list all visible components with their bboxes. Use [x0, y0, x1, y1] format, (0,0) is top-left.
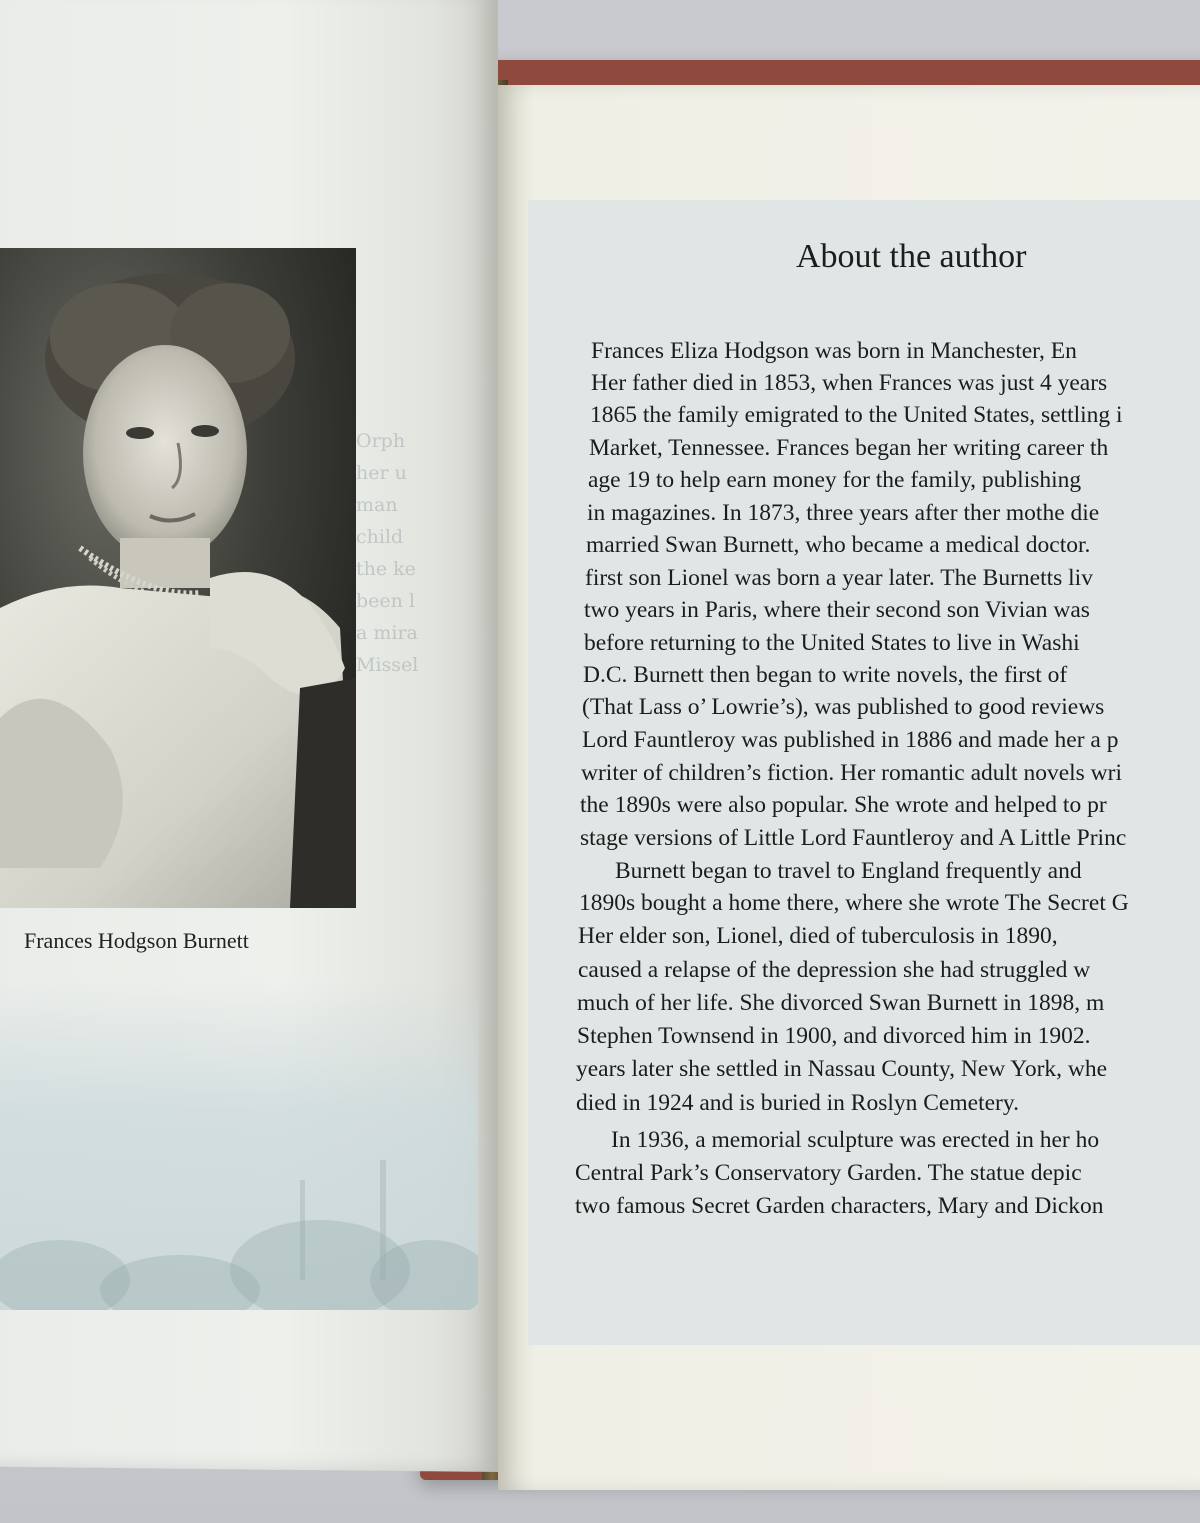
garden-illustration-ghost: [0, 980, 478, 1310]
bio-line: the 1890s were also popular. She wrote and helped to pr: [580, 792, 1107, 818]
bio-line: Her elder son, Lionel, died of tuberculosis in 1890,: [578, 923, 1058, 949]
bio-line: in magazines. In 1873, three years after ther mothe die: [587, 500, 1100, 526]
bio-line: Market, Tennessee. Frances began her writing career th: [589, 435, 1109, 461]
bio-line: Burnett began to travel to England frequently and: [615, 858, 1082, 884]
bio-line: died in 1924 and is buried in Roslyn Cemetery.: [576, 1090, 1019, 1116]
bio-line: Stephen Townsend in 1900, and divorced him in 1902.: [577, 1023, 1091, 1049]
bio-line: Frances Eliza Hodgson was born in Manchester, En: [591, 338, 1077, 364]
bio-line: caused a relapse of the depression she had struggled w: [578, 957, 1091, 983]
bio-line: Her father died in 1853, when Frances was just 4 years: [591, 370, 1108, 396]
bio-line: Central Park’s Conservatory Garden. The statue depic: [575, 1160, 1082, 1186]
bio-line: writer of children’s fiction. Her romantic adult novels wri: [581, 760, 1122, 786]
right-page-tint-panel: [528, 200, 1200, 1345]
bleed-through-text: Orph her u man child the ke been l a mira Missel: [356, 430, 419, 676]
author-portrait: [0, 248, 356, 908]
bio-line: married Swan Burnett, who became a medical doctor.: [586, 532, 1091, 558]
bio-line: age 19 to help earn money for the family, publishing: [588, 467, 1082, 493]
bio-line: D.C. Burnett then began to write novels, the first of: [583, 662, 1068, 688]
bio-line: two years in Paris, where their second son Vivian was: [584, 597, 1090, 623]
bio-line: stage versions of Little Lord Fauntleroy and A Little Princ: [580, 825, 1127, 851]
bio-line: 1890s bought a home there, where she wrote The Secret G: [579, 890, 1129, 916]
bio-line: years later she settled in Nassau County, New York, whe: [576, 1056, 1108, 1082]
bio-line: two famous Secret Garden characters, Mary and Dickon: [575, 1193, 1104, 1219]
bio-line: first son Lionel was born a year later. The Burnetts liv: [585, 565, 1093, 591]
bio-line: much of her life. She divorced Swan Burnett in 1898, m: [577, 990, 1105, 1016]
bio-line: In 1936, a memorial sculpture was erected in her ho: [611, 1127, 1100, 1153]
photo-caption: Frances Hodgson Burnett: [24, 928, 249, 953]
page-title: About the author: [796, 238, 1027, 275]
bio-line: Lord Fauntleroy was published in 1886 and made her a p: [582, 727, 1119, 753]
bio-line: before returning to the United States to live in Washi: [584, 630, 1080, 656]
portrait-image: [0, 248, 356, 908]
bio-line: (That Lass o’ Lowrie’s), was published to good reviews: [582, 694, 1105, 720]
bio-line: 1865 the family emigrated to the United States, settling i: [590, 402, 1123, 428]
left-page-tint: [0, 980, 478, 1310]
